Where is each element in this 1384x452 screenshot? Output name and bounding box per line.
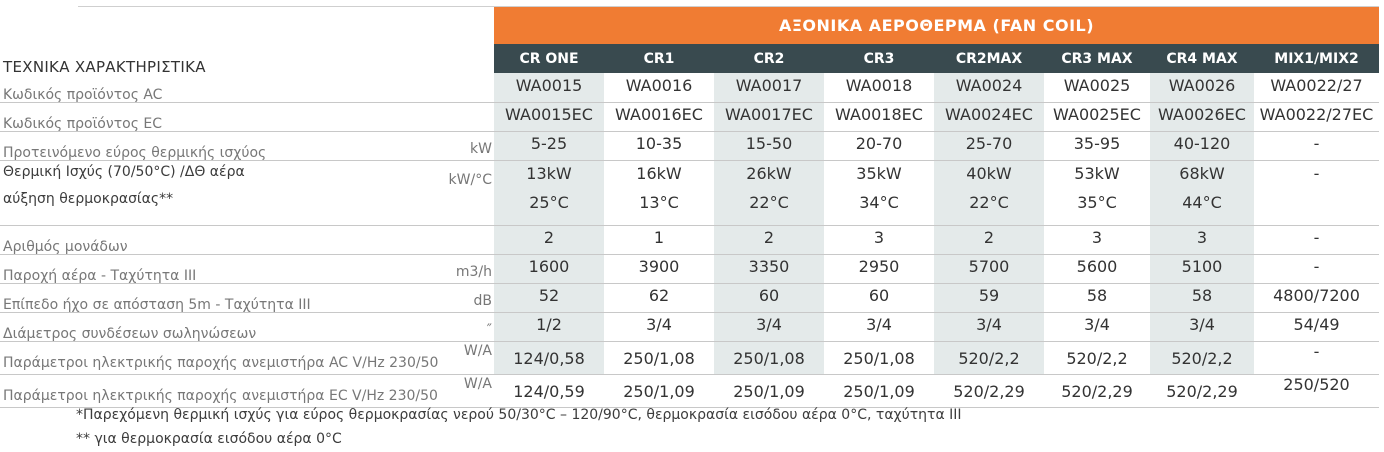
table-cell: 520/2,29 [1166,382,1238,401]
table-cell: 40-120 [1173,134,1231,153]
table-cell: 520/2,2 [1171,349,1233,368]
column-header: CR ONE [494,44,604,73]
row-unit: dB [473,293,492,309]
table-cell: WA0022/27EC [1259,105,1374,124]
table-cell: WA0026EC [1158,105,1246,124]
table-cell: WA0015 [515,76,583,95]
column-header: CR4 MAX [1150,44,1254,73]
table-cell: 35-95 [1073,134,1121,153]
table-cell: 250/520 [1283,375,1350,394]
row-divider [0,374,1379,375]
row-label: Παράμετροι ηλεκτρικής παροχής ανεμιστήρα AC V/Hz 230/50 [3,355,439,371]
table-cell: 3/4 [976,315,1002,334]
table-cell: 520/2,2 [958,349,1020,368]
table-cell: 35kW [856,164,902,183]
row-label: Παράμετροι ηλεκτρικής παροχής ανεμιστήρα EC V/Hz 230/50 [3,388,438,404]
table-cell: 520/2,29 [1061,382,1133,401]
table-cell: 3350 [748,257,790,276]
table-cell: WA0024EC [945,105,1033,124]
group-title: ΑΞΟΝΙΚΑ ΑΕΡΟΘΕΡΜΑ (FAN COIL) [778,16,1095,35]
table-cell: 3 [1196,228,1208,247]
row-divider [0,254,1379,255]
table-cell: - [1313,164,1320,183]
table-cell: 16kW [636,164,682,183]
table-cell: 1 [653,228,665,247]
row-unit: W/A [463,376,492,392]
row-divider [0,131,1379,132]
group-header [494,7,1379,44]
column-header-row [494,44,1379,73]
row-unit: m3/h [455,264,492,280]
column-header: CR2 [714,44,824,73]
row-label-line2: αύξηση θερμοκρασίας** [3,191,174,207]
row-label: Αριθμός μονάδων [3,239,128,255]
row-label: Θερμική Ισχύς (70/50°C) /ΔΘ αέρα [3,164,245,180]
table-cell: 58 [1191,286,1213,305]
table-cell: WA0026 [1168,76,1236,95]
table-cell: WA0016EC [615,105,703,124]
table-cell: 54/49 [1293,315,1340,334]
table-cell: WA0017 [735,76,803,95]
row-unit: ″ [486,322,492,338]
table-cell: 4800/7200 [1273,286,1360,305]
table-cell: WA0025 [1063,76,1131,95]
table-cell: 5-25 [530,134,568,153]
row-divider [0,102,1379,103]
table-cell: 25-70 [965,134,1013,153]
table-cell: 60 [758,286,780,305]
row-label: Διάμετρος συνδέσεων σωληνώσεων [3,326,257,342]
row-divider [0,283,1379,284]
table-cell: 3/4 [1189,315,1215,334]
table-cell: 3/4 [866,315,892,334]
table-cell: WA0017EC [725,105,813,124]
table-cell: 250/1,08 [843,349,915,368]
table-cell: WA0018 [845,76,913,95]
table-cell: 53kW [1074,164,1120,183]
footnote-1: *Παρεχόμενη θερμική ισχύς για εύρος θερμοκρασίας νερού 50/30°C – 120/90°C, θερμοκρασία εισόδου αέρα 0°C, ταχύτητα ΙΙΙ [76,407,962,423]
column-header: CR3 [824,44,934,73]
table-cell: 250/1,08 [623,349,695,368]
table-cell: 3/4 [1084,315,1110,334]
column-header: MIX1/MIX2 [1254,44,1379,73]
table-cell: 40kW [966,164,1012,183]
table-cell: WA0015EC [505,105,593,124]
table-cell: 20-70 [855,134,903,153]
table-cell: 250/1,08 [733,349,805,368]
table-cell: 520/2,2 [1066,349,1128,368]
table-cell: 250/1,09 [843,382,915,401]
row-label: Κωδικός προϊόντος EC [3,116,162,132]
table-cell: 13kW [526,164,572,183]
footnote-2: ** για θερμοκρασία εισόδου αέρα 0°C [76,431,342,447]
table-cell: 5700 [968,257,1010,276]
table-cell: 62 [648,286,670,305]
table-cell: WA0018EC [835,105,923,124]
row-label: Κωδικός προϊόντος AC [3,87,163,103]
table-cell: 58 [1086,286,1108,305]
table-cell: 250/1,09 [733,382,805,401]
table-cell: 3/4 [646,315,672,334]
table-cell-line2: 44°C [1182,193,1222,212]
table-cell: 2 [543,228,555,247]
table-cell: WA0022/27 [1270,76,1363,95]
table-cell: 5100 [1181,257,1223,276]
table-cell: 3900 [638,257,680,276]
row-label: Παροχή αέρα - Ταχύτητα ΙΙΙ [3,268,197,284]
table-cell: - [1313,228,1320,247]
table-cell: 3/4 [756,315,782,334]
column-header: CR2MAX [934,44,1044,73]
row-unit: kW/°C [448,172,492,188]
table-cell: 15-50 [745,134,793,153]
column-header: CR3 MAX [1044,44,1150,73]
row-label: Προτεινόμενο εύρος θερμικής ισχύος [3,145,267,161]
table-cell: - [1313,134,1320,153]
table-cell: WA0016 [625,76,693,95]
table-cell: 1/2 [536,315,562,334]
column-header: CR1 [604,44,714,73]
table-cell: 3 [1091,228,1103,247]
table-cell-line2: 22°C [749,193,789,212]
row-label: Επίπεδο ήχο σε απόσταση 5m - Ταχύτητα ΙΙΙ [3,297,311,313]
table-cell-line2: 25°C [529,193,569,212]
table-cell: 10-35 [635,134,683,153]
table-cell: 250/1,09 [623,382,695,401]
table-cell: 2 [983,228,995,247]
table-cell-line2: 13°C [639,193,679,212]
table-cell: 1600 [528,257,570,276]
row-unit: kW [470,141,492,157]
table-cell-line2: 35°C [1077,193,1117,212]
table-cell: - [1313,257,1320,276]
table-cell: 124/0,59 [513,382,585,401]
table-cell: 26kW [746,164,792,183]
table-cell: WA0025EC [1053,105,1141,124]
table-cell: 59 [978,286,1000,305]
table-cell: 68kW [1179,164,1225,183]
table-cell: 5600 [1076,257,1118,276]
table-cell: 52 [538,286,560,305]
row-divider [0,225,1379,226]
table-cell: 60 [868,286,890,305]
row-unit: W/A [463,343,492,359]
table-cell: - [1313,342,1320,361]
table-cell: 2 [763,228,775,247]
table-cell: 2950 [858,257,900,276]
table-cell: 124/0,58 [513,349,585,368]
table-cell: 520/2,29 [953,382,1025,401]
table-cell-line2: 22°C [969,193,1009,212]
table-cell-line2: 34°C [859,193,899,212]
table-cell: 3 [873,228,885,247]
table-cell: WA0024 [955,76,1023,95]
section-title: ΤΕΧΝΙΚΑ ΧΑΡΑΚΤΗΡΙΣΤΙΚΑ [3,58,206,76]
